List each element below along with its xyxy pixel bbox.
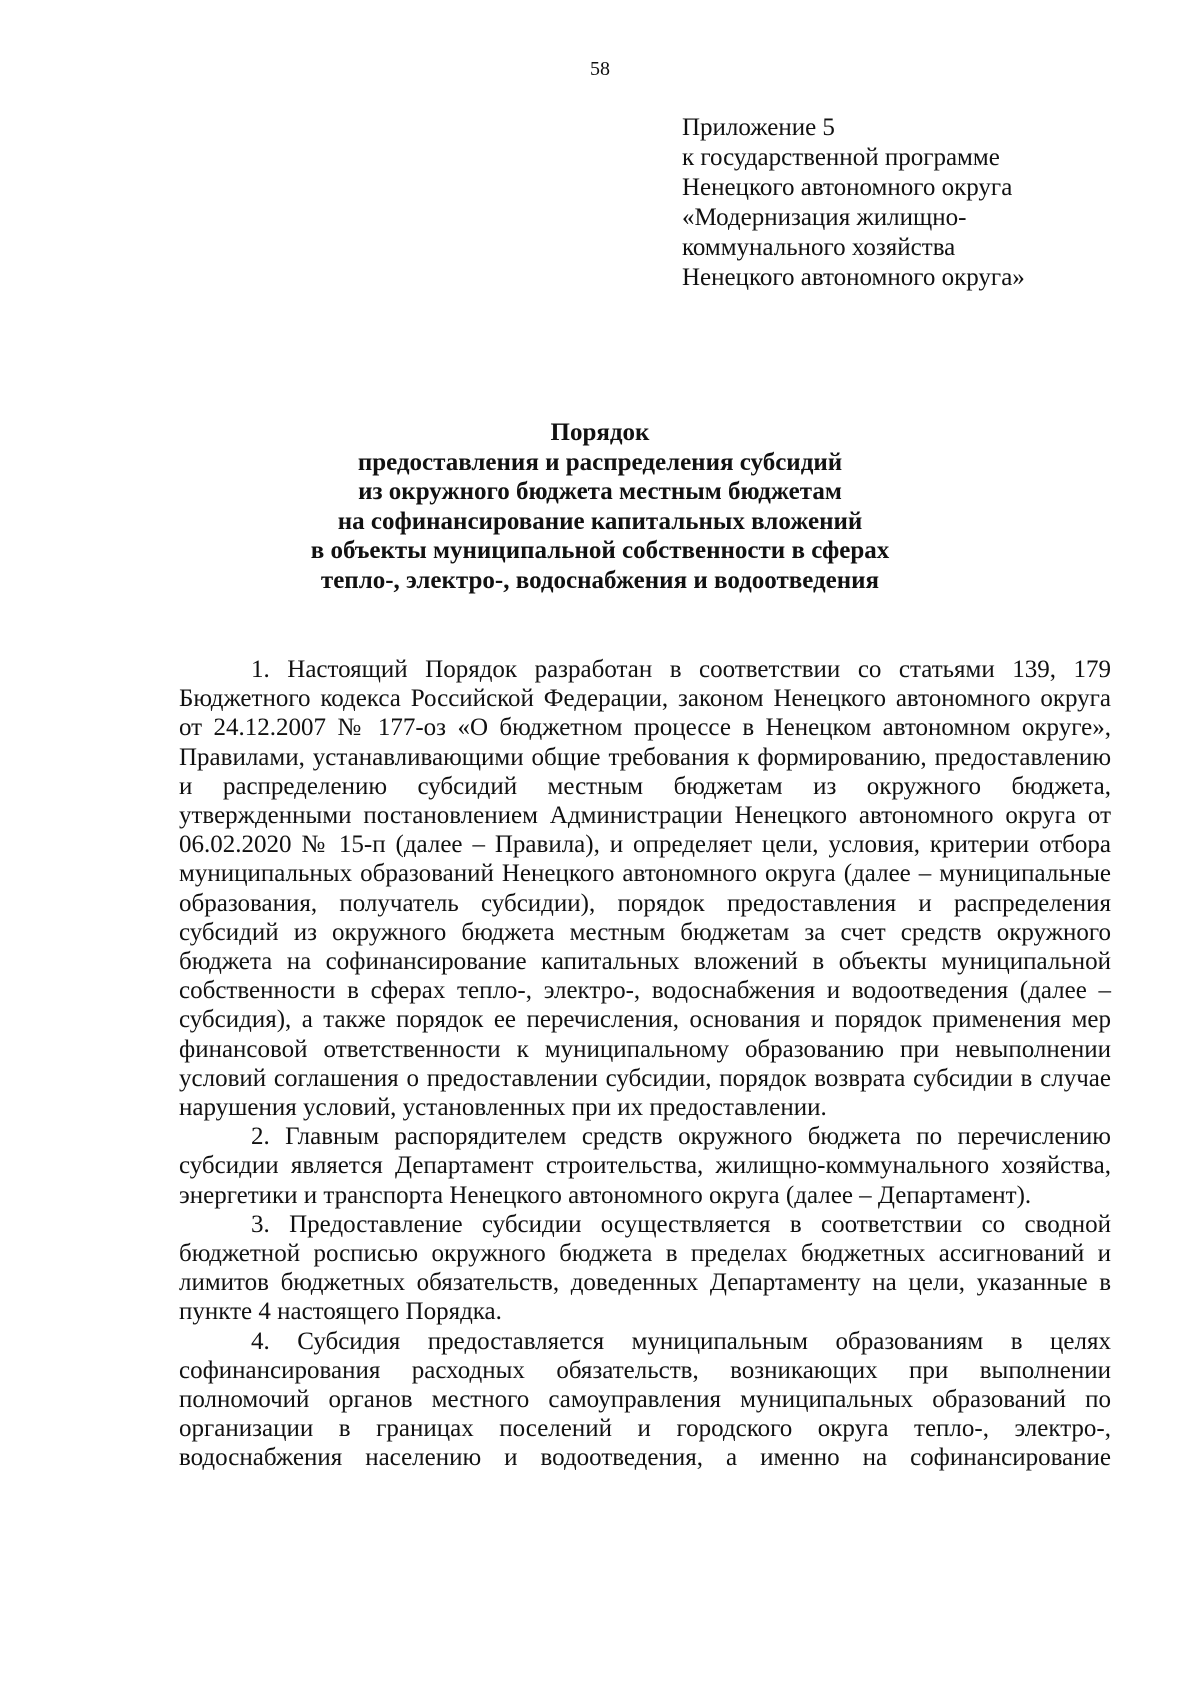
appendix-line: Ненецкого автономного округа xyxy=(682,174,1013,201)
appendix-line: Ненецкого автономного округа» xyxy=(682,264,1025,291)
title-line: предоставления и распределения субсидий xyxy=(357,448,843,476)
title-line: на софинансирование капитальных вложений xyxy=(337,507,863,535)
title-line: Порядок xyxy=(550,419,650,446)
paragraph-4: 4. Субсидия предоставляется муниципальным образованиям в целях софинансирования расходных обязательств, возникающих при выполнении полномочий органов местного самоуправления муниципальных образований по организации в границах поселений и городского округа тепло-, электро-, водоснабжения населению и водоотведения, а именно на софинансирование xyxy=(179,1327,1111,1472)
title-line: тепло-, электро-, водоснабжения и водоотведения xyxy=(320,566,880,594)
appendix-line: Приложение 5 xyxy=(682,114,835,141)
title-line: в объекты муниципальной собственности в сферах xyxy=(310,537,890,564)
document-body xyxy=(179,655,1111,1473)
paragraph-1: 1. Настоящий Порядок разработан в соответствии со статьями 139, 179 Бюджетного кодекса Российской Федерации, законом Ненецкого автономного округа от 24.12.2007 № 177-оз «О бюджетном процессе в Ненецком автономном округе», Правилами, устанавливающими общие требования к формированию, предоставлению и распределению субсидий местным бюджетам из окружного бюджета, утвержденными постановлением Администрации Ненецкого автономного округа от 06.02.2020 № 15-п (далее – Правила), и определяет цели, условия, критерии отбора муниципальных образований Ненецкого автономного округа (далее – муниципальные образования, получатель субсидии), порядок предоставления и распределения субсидий из окружного бюджета местным бюджетам за счет средств окружного бюджета на софинансирование капитальных вложений в объекты муниципальной собственности в сферах тепло-, электро-, водоснабжения и водоотведения (далее – субсидия), а также порядок ее перечисления, основания и порядок применения мер финансовой ответственности к муниципальному образованию при невыполнении условий соглашения о предоставлении субсидии, порядок возврата субсидии в случае нарушения условий, установленных при их предоставлении. xyxy=(179,656,1111,1122)
title-line: из окружного бюджета местным бюджетам xyxy=(358,478,842,505)
page-number: 58 xyxy=(590,58,610,80)
appendix-line: к государственной программе xyxy=(682,144,1000,171)
appendix-header xyxy=(682,113,1152,293)
paragraph-2: 2. Главным распорядителем средств окружного бюджета по перечислению субсидии является Департамент строительства, жилищно-коммунального хозяйства, энергетики и транспорта Ненецкого автономного округа (далее – Департамент). xyxy=(179,1123,1111,1209)
document-title xyxy=(150,418,1050,595)
appendix-line: коммунального хозяйства xyxy=(682,234,956,261)
appendix-line: «Модернизация жилищно- xyxy=(682,204,967,231)
paragraph-3: 3. Предоставление субсидии осуществляется в соответствии со сводной бюджетной росписью окружного бюджета в пределах бюджетных ассигнований и лимитов бюджетных обязательств, доведенных Департаменту на цели, указанные в пункте 4 настоящего Порядка. xyxy=(179,1210,1111,1326)
